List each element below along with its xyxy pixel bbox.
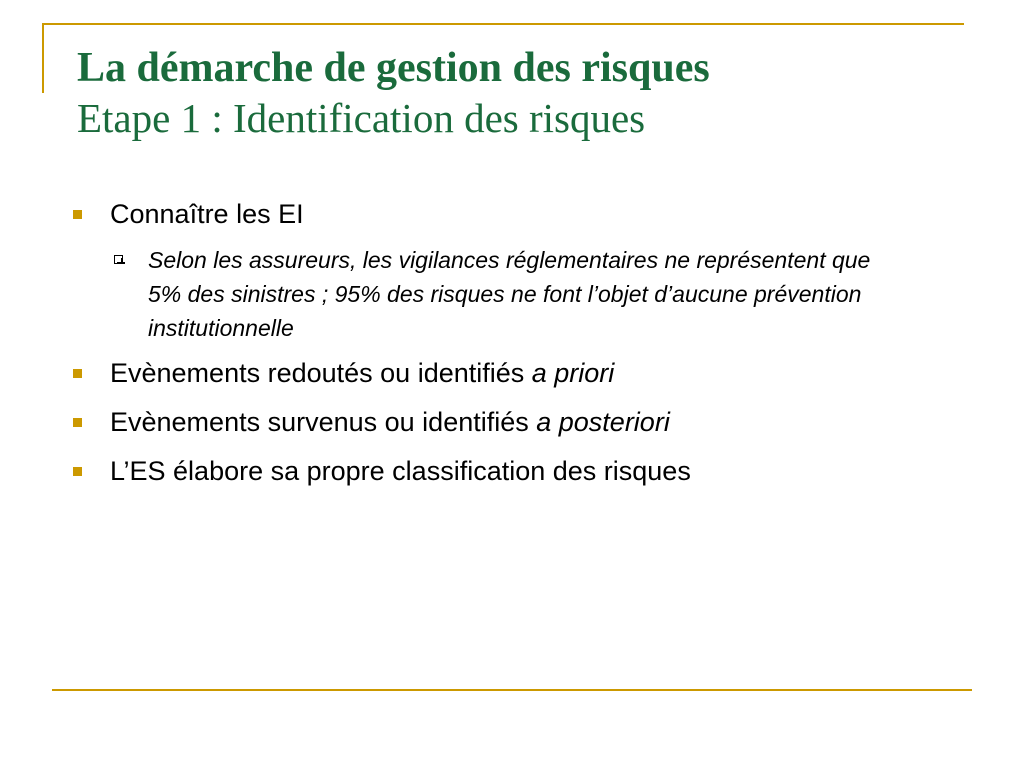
- frame-bottom-rule: [52, 689, 972, 691]
- checkbox-bullet-icon: [114, 255, 123, 264]
- bullet-italic-text: a posteriori: [536, 407, 670, 437]
- bullet-item: [70, 404, 970, 440]
- sub-bullet-text: Selon les assureurs, les vigilances réglementaires ne représentent que 5% des sinistres ; 95% des risques ne font l’objet d’aucune prévention institutionnelle: [148, 247, 871, 341]
- bullet-text: Evènements survenus ou identifiés: [110, 407, 537, 437]
- slide-subtitle: Etape 1 : Identification des risques: [77, 95, 646, 141]
- bullet-item: [70, 453, 970, 489]
- frame-top-rule: [42, 23, 964, 25]
- slide-title: La démarche de gestion des risques: [77, 45, 710, 91]
- bullet-text: Connaître les EI: [110, 199, 304, 229]
- square-bullet-icon: [73, 369, 82, 378]
- frame-left-rule: [42, 23, 44, 93]
- square-bullet-icon: [73, 210, 82, 219]
- bullet-italic-text: a priori: [531, 358, 615, 388]
- bullet-item: [70, 355, 970, 391]
- sub-bullet-item: [70, 243, 908, 345]
- bullet-list: [70, 196, 970, 502]
- bullet-text: Evènements redoutés ou identifiés: [110, 358, 532, 388]
- bullet-item: [70, 196, 970, 232]
- square-bullet-icon: [73, 467, 82, 476]
- title-block: [77, 43, 977, 143]
- bullet-text: L’ES élabore sa propre classification des risques: [110, 456, 691, 486]
- square-bullet-icon: [73, 418, 82, 427]
